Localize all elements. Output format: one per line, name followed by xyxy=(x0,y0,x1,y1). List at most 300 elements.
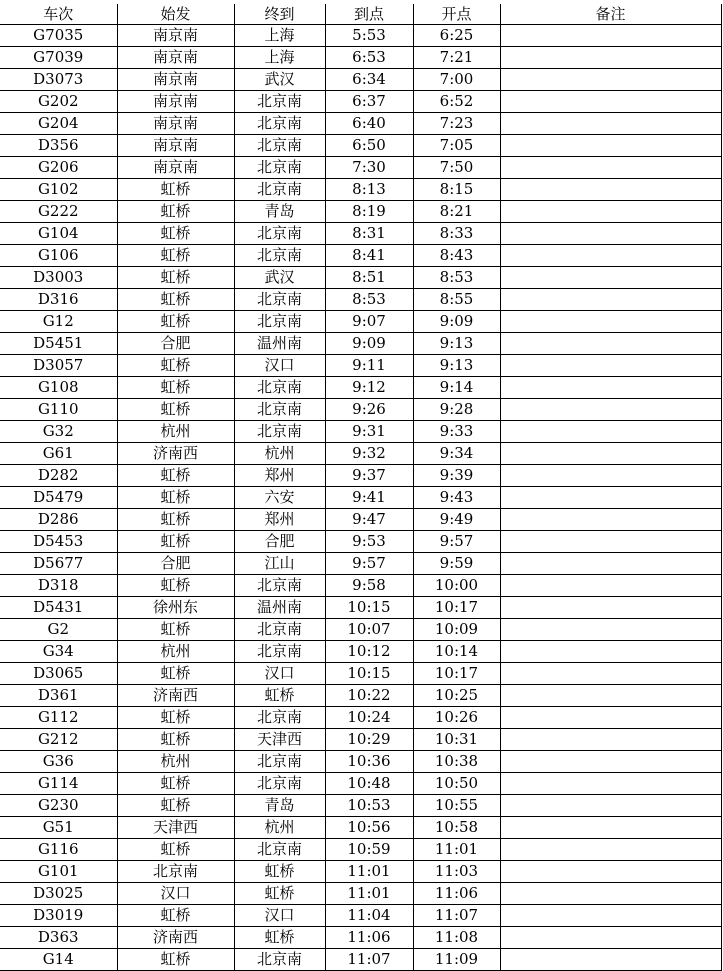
cell-note xyxy=(500,201,721,223)
cell-origin: 虹桥 xyxy=(117,619,234,641)
cell-destination: 北京南 xyxy=(234,421,325,443)
cell-departure-time: 11:09 xyxy=(413,949,500,971)
cell-origin: 虹桥 xyxy=(117,729,234,751)
cell-departure-time: 9:59 xyxy=(413,553,500,575)
cell-departure-time: 10:31 xyxy=(413,729,500,751)
table-row xyxy=(0,25,721,47)
cell-departure-time: 10:09 xyxy=(413,619,500,641)
cell-train: D282 xyxy=(0,465,117,487)
cell-note xyxy=(500,707,721,729)
cell-departure-time: 10:58 xyxy=(413,817,500,839)
cell-arrival-time: 9:31 xyxy=(325,421,413,443)
cell-note xyxy=(500,949,721,971)
cell-arrival-time: 11:01 xyxy=(325,883,413,905)
cell-destination: 虹桥 xyxy=(234,927,325,949)
cell-train: G101 xyxy=(0,861,117,883)
cell-destination: 武汉 xyxy=(234,267,325,289)
cell-departure-time: 9:13 xyxy=(413,333,500,355)
cell-destination: 北京南 xyxy=(234,619,325,641)
cell-arrival-time: 9:57 xyxy=(325,553,413,575)
cell-arrival-time: 6:50 xyxy=(325,135,413,157)
cell-origin: 虹桥 xyxy=(117,179,234,201)
cell-origin: 虹桥 xyxy=(117,949,234,971)
cell-departure-time: 10:14 xyxy=(413,641,500,663)
table-row xyxy=(0,421,721,443)
cell-destination: 汉口 xyxy=(234,663,325,685)
cell-destination: 北京南 xyxy=(234,707,325,729)
cell-train: G32 xyxy=(0,421,117,443)
cell-arrival-time: 9:58 xyxy=(325,575,413,597)
cell-origin: 南京南 xyxy=(117,47,234,69)
cell-destination: 武汉 xyxy=(234,69,325,91)
cell-origin: 虹桥 xyxy=(117,311,234,333)
cell-train: D5479 xyxy=(0,487,117,509)
cell-destination: 郑州 xyxy=(234,509,325,531)
cell-origin: 虹桥 xyxy=(117,773,234,795)
cell-departure-time: 9:57 xyxy=(413,531,500,553)
header-from: 始发 xyxy=(117,4,234,25)
cell-note xyxy=(500,861,721,883)
cell-destination: 虹桥 xyxy=(234,685,325,707)
cell-train: G206 xyxy=(0,157,117,179)
cell-train: D3019 xyxy=(0,905,117,927)
cell-train: G222 xyxy=(0,201,117,223)
table-row xyxy=(0,509,721,531)
cell-departure-time: 9:49 xyxy=(413,509,500,531)
cell-note xyxy=(500,421,721,443)
table-row xyxy=(0,113,721,135)
table-row xyxy=(0,267,721,289)
cell-note xyxy=(500,927,721,949)
cell-train: D3025 xyxy=(0,883,117,905)
cell-origin: 虹桥 xyxy=(117,531,234,553)
cell-origin: 虹桥 xyxy=(117,377,234,399)
cell-train: G14 xyxy=(0,949,117,971)
header-row xyxy=(0,4,721,25)
table-row xyxy=(0,47,721,69)
cell-departure-time: 9:09 xyxy=(413,311,500,333)
table-row xyxy=(0,861,721,883)
cell-departure-time: 7:23 xyxy=(413,113,500,135)
cell-train: G114 xyxy=(0,773,117,795)
cell-arrival-time: 9:09 xyxy=(325,333,413,355)
cell-train: D318 xyxy=(0,575,117,597)
cell-origin: 济南西 xyxy=(117,685,234,707)
cell-train: G7039 xyxy=(0,47,117,69)
cell-train: D5677 xyxy=(0,553,117,575)
cell-note xyxy=(500,355,721,377)
table-row xyxy=(0,927,721,949)
cell-train: D3073 xyxy=(0,69,117,91)
cell-destination: 杭州 xyxy=(234,443,325,465)
table-row xyxy=(0,91,721,113)
cell-destination: 上海 xyxy=(234,47,325,69)
cell-train: G2 xyxy=(0,619,117,641)
cell-origin: 杭州 xyxy=(117,421,234,443)
cell-arrival-time: 11:06 xyxy=(325,927,413,949)
cell-train: D5431 xyxy=(0,597,117,619)
cell-destination: 北京南 xyxy=(234,245,325,267)
cell-note xyxy=(500,795,721,817)
cell-origin: 虹桥 xyxy=(117,905,234,927)
cell-destination: 北京南 xyxy=(234,179,325,201)
cell-arrival-time: 6:37 xyxy=(325,91,413,113)
table-row xyxy=(0,377,721,399)
table-row xyxy=(0,773,721,795)
cell-destination: 北京南 xyxy=(234,949,325,971)
cell-origin: 虹桥 xyxy=(117,399,234,421)
cell-origin: 虹桥 xyxy=(117,355,234,377)
table-row xyxy=(0,795,721,817)
cell-destination: 北京南 xyxy=(234,223,325,245)
cell-departure-time: 10:17 xyxy=(413,597,500,619)
cell-origin: 虹桥 xyxy=(117,707,234,729)
cell-train: G7035 xyxy=(0,25,117,47)
cell-train: G112 xyxy=(0,707,117,729)
cell-destination: 温州南 xyxy=(234,597,325,619)
cell-train: D363 xyxy=(0,927,117,949)
cell-departure-time: 9:14 xyxy=(413,377,500,399)
table-row xyxy=(0,223,721,245)
cell-note xyxy=(500,157,721,179)
cell-destination: 北京南 xyxy=(234,289,325,311)
cell-note xyxy=(500,443,721,465)
cell-note xyxy=(500,597,721,619)
table-row xyxy=(0,839,721,861)
cell-destination: 北京南 xyxy=(234,135,325,157)
cell-destination: 青岛 xyxy=(234,795,325,817)
cell-departure-time: 9:43 xyxy=(413,487,500,509)
cell-destination: 汉口 xyxy=(234,905,325,927)
cell-train: D356 xyxy=(0,135,117,157)
cell-destination: 温州南 xyxy=(234,333,325,355)
cell-note xyxy=(500,487,721,509)
cell-note xyxy=(500,641,721,663)
table-row xyxy=(0,399,721,421)
cell-train: G61 xyxy=(0,443,117,465)
cell-arrival-time: 10:07 xyxy=(325,619,413,641)
cell-destination: 天津西 xyxy=(234,729,325,751)
cell-note xyxy=(500,399,721,421)
cell-arrival-time: 8:19 xyxy=(325,201,413,223)
train-timetable xyxy=(0,4,722,971)
table-row xyxy=(0,663,721,685)
cell-arrival-time: 9:32 xyxy=(325,443,413,465)
table-row xyxy=(0,201,721,223)
cell-departure-time: 8:55 xyxy=(413,289,500,311)
cell-train: G51 xyxy=(0,817,117,839)
cell-destination: 杭州 xyxy=(234,817,325,839)
cell-destination: 北京南 xyxy=(234,113,325,135)
cell-note xyxy=(500,663,721,685)
cell-destination: 北京南 xyxy=(234,311,325,333)
cell-origin: 虹桥 xyxy=(117,465,234,487)
cell-origin: 济南西 xyxy=(117,927,234,949)
cell-arrival-time: 9:12 xyxy=(325,377,413,399)
table-row xyxy=(0,465,721,487)
table-row xyxy=(0,751,721,773)
cell-origin: 南京南 xyxy=(117,69,234,91)
cell-train: D5453 xyxy=(0,531,117,553)
header-note: 备注 xyxy=(500,4,721,25)
cell-destination: 北京南 xyxy=(234,641,325,663)
cell-arrival-time: 11:01 xyxy=(325,861,413,883)
cell-origin: 合肥 xyxy=(117,333,234,355)
cell-departure-time: 10:26 xyxy=(413,707,500,729)
cell-origin: 杭州 xyxy=(117,751,234,773)
cell-note xyxy=(500,69,721,91)
cell-arrival-time: 9:07 xyxy=(325,311,413,333)
cell-origin: 虹桥 xyxy=(117,575,234,597)
cell-departure-time: 10:50 xyxy=(413,773,500,795)
cell-note xyxy=(500,575,721,597)
cell-note xyxy=(500,377,721,399)
cell-origin: 虹桥 xyxy=(117,289,234,311)
cell-destination: 郑州 xyxy=(234,465,325,487)
cell-note xyxy=(500,883,721,905)
cell-destination: 虹桥 xyxy=(234,883,325,905)
cell-note xyxy=(500,179,721,201)
cell-train: D3057 xyxy=(0,355,117,377)
table-row xyxy=(0,69,721,91)
cell-departure-time: 11:06 xyxy=(413,883,500,905)
cell-departure-time: 9:13 xyxy=(413,355,500,377)
cell-departure-time: 11:03 xyxy=(413,861,500,883)
cell-arrival-time: 5:53 xyxy=(325,25,413,47)
table-body xyxy=(0,25,721,971)
cell-note xyxy=(500,465,721,487)
table-row xyxy=(0,641,721,663)
cell-arrival-time: 6:34 xyxy=(325,69,413,91)
cell-arrival-time: 10:48 xyxy=(325,773,413,795)
table-row xyxy=(0,443,721,465)
cell-arrival-time: 10:59 xyxy=(325,839,413,861)
cell-departure-time: 8:53 xyxy=(413,267,500,289)
cell-train: G108 xyxy=(0,377,117,399)
cell-origin: 南京南 xyxy=(117,25,234,47)
table-row xyxy=(0,135,721,157)
cell-departure-time: 7:00 xyxy=(413,69,500,91)
cell-arrival-time: 9:11 xyxy=(325,355,413,377)
table-row xyxy=(0,597,721,619)
cell-destination: 北京南 xyxy=(234,91,325,113)
cell-destination: 虹桥 xyxy=(234,861,325,883)
cell-arrival-time: 6:40 xyxy=(325,113,413,135)
cell-train: D3003 xyxy=(0,267,117,289)
cell-train: D286 xyxy=(0,509,117,531)
cell-arrival-time: 9:26 xyxy=(325,399,413,421)
cell-train: G106 xyxy=(0,245,117,267)
cell-train: G202 xyxy=(0,91,117,113)
cell-origin: 南京南 xyxy=(117,113,234,135)
table-row xyxy=(0,553,721,575)
cell-destination: 北京南 xyxy=(234,839,325,861)
cell-destination: 北京南 xyxy=(234,157,325,179)
table-row xyxy=(0,245,721,267)
cell-origin: 天津西 xyxy=(117,817,234,839)
cell-note xyxy=(500,553,721,575)
cell-note xyxy=(500,817,721,839)
cell-arrival-time: 10:56 xyxy=(325,817,413,839)
table-row xyxy=(0,179,721,201)
header-arrive: 到点 xyxy=(325,4,413,25)
cell-origin: 南京南 xyxy=(117,91,234,113)
cell-departure-time: 11:08 xyxy=(413,927,500,949)
table-row xyxy=(0,333,721,355)
cell-arrival-time: 9:37 xyxy=(325,465,413,487)
cell-train: G36 xyxy=(0,751,117,773)
cell-departure-time: 9:28 xyxy=(413,399,500,421)
header-train: 车次 xyxy=(0,4,117,25)
cell-origin: 虹桥 xyxy=(117,201,234,223)
cell-destination: 江山 xyxy=(234,553,325,575)
cell-note xyxy=(500,223,721,245)
cell-arrival-time: 10:15 xyxy=(325,597,413,619)
cell-note xyxy=(500,509,721,531)
cell-note xyxy=(500,905,721,927)
cell-note xyxy=(500,289,721,311)
cell-arrival-time: 9:41 xyxy=(325,487,413,509)
table-row xyxy=(0,949,721,971)
cell-destination: 青岛 xyxy=(234,201,325,223)
cell-origin: 北京南 xyxy=(117,861,234,883)
cell-departure-time: 8:43 xyxy=(413,245,500,267)
cell-note xyxy=(500,531,721,553)
cell-train: D316 xyxy=(0,289,117,311)
header-to: 终到 xyxy=(234,4,325,25)
cell-note xyxy=(500,685,721,707)
cell-note xyxy=(500,135,721,157)
cell-note xyxy=(500,839,721,861)
cell-departure-time: 10:00 xyxy=(413,575,500,597)
table-row xyxy=(0,289,721,311)
cell-arrival-time: 8:51 xyxy=(325,267,413,289)
table-row xyxy=(0,707,721,729)
table-row xyxy=(0,531,721,553)
cell-train: G212 xyxy=(0,729,117,751)
table-row xyxy=(0,355,721,377)
cell-note xyxy=(500,245,721,267)
cell-note xyxy=(500,25,721,47)
table-row xyxy=(0,817,721,839)
cell-arrival-time: 9:47 xyxy=(325,509,413,531)
cell-departure-time: 6:52 xyxy=(413,91,500,113)
cell-note xyxy=(500,113,721,135)
cell-origin: 虹桥 xyxy=(117,663,234,685)
cell-arrival-time: 10:36 xyxy=(325,751,413,773)
table-row xyxy=(0,157,721,179)
cell-departure-time: 8:33 xyxy=(413,223,500,245)
header-depart: 开点 xyxy=(413,4,500,25)
cell-arrival-time: 7:30 xyxy=(325,157,413,179)
cell-departure-time: 8:15 xyxy=(413,179,500,201)
cell-origin: 虹桥 xyxy=(117,245,234,267)
cell-arrival-time: 8:31 xyxy=(325,223,413,245)
table-row xyxy=(0,729,721,751)
cell-destination: 北京南 xyxy=(234,575,325,597)
cell-destination: 合肥 xyxy=(234,531,325,553)
cell-departure-time: 10:25 xyxy=(413,685,500,707)
table-row xyxy=(0,619,721,641)
cell-arrival-time: 11:04 xyxy=(325,905,413,927)
cell-train: G110 xyxy=(0,399,117,421)
cell-origin: 虹桥 xyxy=(117,267,234,289)
table-row xyxy=(0,883,721,905)
cell-arrival-time: 10:22 xyxy=(325,685,413,707)
cell-destination: 北京南 xyxy=(234,377,325,399)
cell-origin: 合肥 xyxy=(117,553,234,575)
cell-arrival-time: 6:53 xyxy=(325,47,413,69)
cell-departure-time: 9:33 xyxy=(413,421,500,443)
cell-note xyxy=(500,619,721,641)
cell-departure-time: 10:38 xyxy=(413,751,500,773)
cell-departure-time: 6:25 xyxy=(413,25,500,47)
cell-train: G104 xyxy=(0,223,117,245)
cell-train: D3065 xyxy=(0,663,117,685)
cell-departure-time: 9:34 xyxy=(413,443,500,465)
table-row xyxy=(0,311,721,333)
cell-train: G116 xyxy=(0,839,117,861)
cell-destination: 北京南 xyxy=(234,751,325,773)
cell-note xyxy=(500,751,721,773)
cell-origin: 南京南 xyxy=(117,135,234,157)
cell-arrival-time: 10:12 xyxy=(325,641,413,663)
table-header xyxy=(0,4,721,25)
cell-departure-time: 8:21 xyxy=(413,201,500,223)
cell-arrival-time: 8:13 xyxy=(325,179,413,201)
cell-departure-time: 11:01 xyxy=(413,839,500,861)
cell-train: G102 xyxy=(0,179,117,201)
cell-note xyxy=(500,47,721,69)
cell-departure-time: 9:39 xyxy=(413,465,500,487)
cell-origin: 虹桥 xyxy=(117,223,234,245)
cell-train: G230 xyxy=(0,795,117,817)
cell-departure-time: 7:50 xyxy=(413,157,500,179)
cell-note xyxy=(500,773,721,795)
cell-destination: 北京南 xyxy=(234,773,325,795)
cell-origin: 徐州东 xyxy=(117,597,234,619)
cell-arrival-time: 10:15 xyxy=(325,663,413,685)
cell-destination: 六安 xyxy=(234,487,325,509)
cell-departure-time: 10:55 xyxy=(413,795,500,817)
cell-origin: 虹桥 xyxy=(117,795,234,817)
cell-destination: 汉口 xyxy=(234,355,325,377)
cell-departure-time: 7:21 xyxy=(413,47,500,69)
table-row xyxy=(0,905,721,927)
cell-departure-time: 11:07 xyxy=(413,905,500,927)
cell-origin: 南京南 xyxy=(117,157,234,179)
table-row xyxy=(0,487,721,509)
cell-origin: 汉口 xyxy=(117,883,234,905)
cell-origin: 虹桥 xyxy=(117,839,234,861)
cell-departure-time: 7:05 xyxy=(413,135,500,157)
cell-arrival-time: 9:53 xyxy=(325,531,413,553)
cell-note xyxy=(500,267,721,289)
cell-origin: 济南西 xyxy=(117,443,234,465)
cell-train: G12 xyxy=(0,311,117,333)
cell-note xyxy=(500,91,721,113)
cell-arrival-time: 8:53 xyxy=(325,289,413,311)
cell-note xyxy=(500,311,721,333)
cell-departure-time: 10:17 xyxy=(413,663,500,685)
cell-arrival-time: 10:29 xyxy=(325,729,413,751)
cell-arrival-time: 10:53 xyxy=(325,795,413,817)
table-row xyxy=(0,575,721,597)
cell-train: D361 xyxy=(0,685,117,707)
cell-origin: 虹桥 xyxy=(117,509,234,531)
cell-note xyxy=(500,333,721,355)
cell-origin: 虹桥 xyxy=(117,487,234,509)
